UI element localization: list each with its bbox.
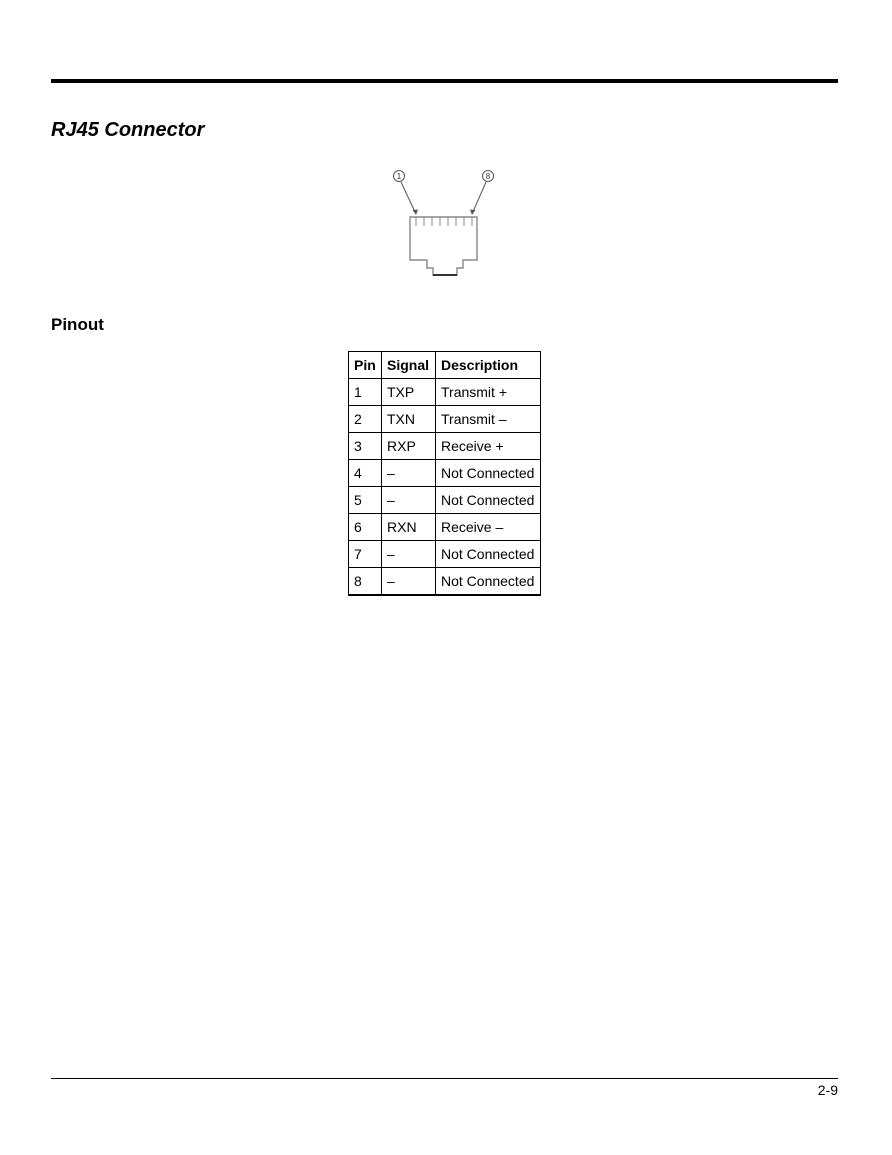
pin-cell: 3 (349, 433, 382, 460)
pinout-table (348, 351, 541, 596)
arrowhead-1 (413, 210, 419, 216)
connector-outline (410, 217, 477, 275)
table-row (349, 460, 541, 487)
table-header-row (349, 352, 541, 379)
table-row (349, 379, 541, 406)
callout-pin-8 (483, 171, 494, 182)
signal-cell: – (382, 541, 436, 568)
description-cell: Transmit – (436, 406, 541, 433)
signal-cell: TXP (382, 379, 436, 406)
description-cell: Receive + (436, 433, 541, 460)
signal-cell: RXN (382, 514, 436, 541)
column-header-signal: Signal (382, 352, 436, 379)
pin-cell: 2 (349, 406, 382, 433)
pin-cell: 5 (349, 487, 382, 514)
arrowhead-8 (470, 210, 476, 216)
table-row (349, 487, 541, 514)
signal-cell: – (382, 487, 436, 514)
signal-cell: – (382, 568, 436, 596)
pin-cell: 6 (349, 514, 382, 541)
section-title: RJ45 Connector (51, 119, 205, 141)
description-cell: Not Connected (436, 460, 541, 487)
signal-cell: RXP (382, 433, 436, 460)
table-row (349, 406, 541, 433)
table-row (349, 514, 541, 541)
description-cell: Not Connected (436, 568, 541, 596)
column-header-pin: Pin (349, 352, 382, 379)
callout-label-8: 8 (485, 172, 491, 181)
header-rule (51, 79, 838, 83)
description-cell: Transmit + (436, 379, 541, 406)
signal-cell: – (382, 460, 436, 487)
pin-cell: 1 (349, 379, 382, 406)
column-header-description: Description (436, 352, 541, 379)
leader-line-8 (472, 182, 486, 214)
rj45-connector-diagram (385, 164, 505, 284)
callout-label-1: 1 (396, 172, 402, 181)
table-row (349, 541, 541, 568)
pin-cell: 8 (349, 568, 382, 596)
table-row (349, 568, 541, 596)
pin-cell: 7 (349, 541, 382, 568)
description-cell: Receive – (436, 514, 541, 541)
leader-line-1 (401, 182, 416, 214)
description-cell: Not Connected (436, 541, 541, 568)
pin-cell: 4 (349, 460, 382, 487)
callout-pin-1 (394, 171, 405, 182)
page-number: 2-9 (817, 1082, 838, 1098)
table-row (349, 433, 541, 460)
footer-rule (51, 1078, 838, 1079)
description-cell: Not Connected (436, 487, 541, 514)
pinout-heading: Pinout (51, 315, 104, 334)
signal-cell: TXN (382, 406, 436, 433)
